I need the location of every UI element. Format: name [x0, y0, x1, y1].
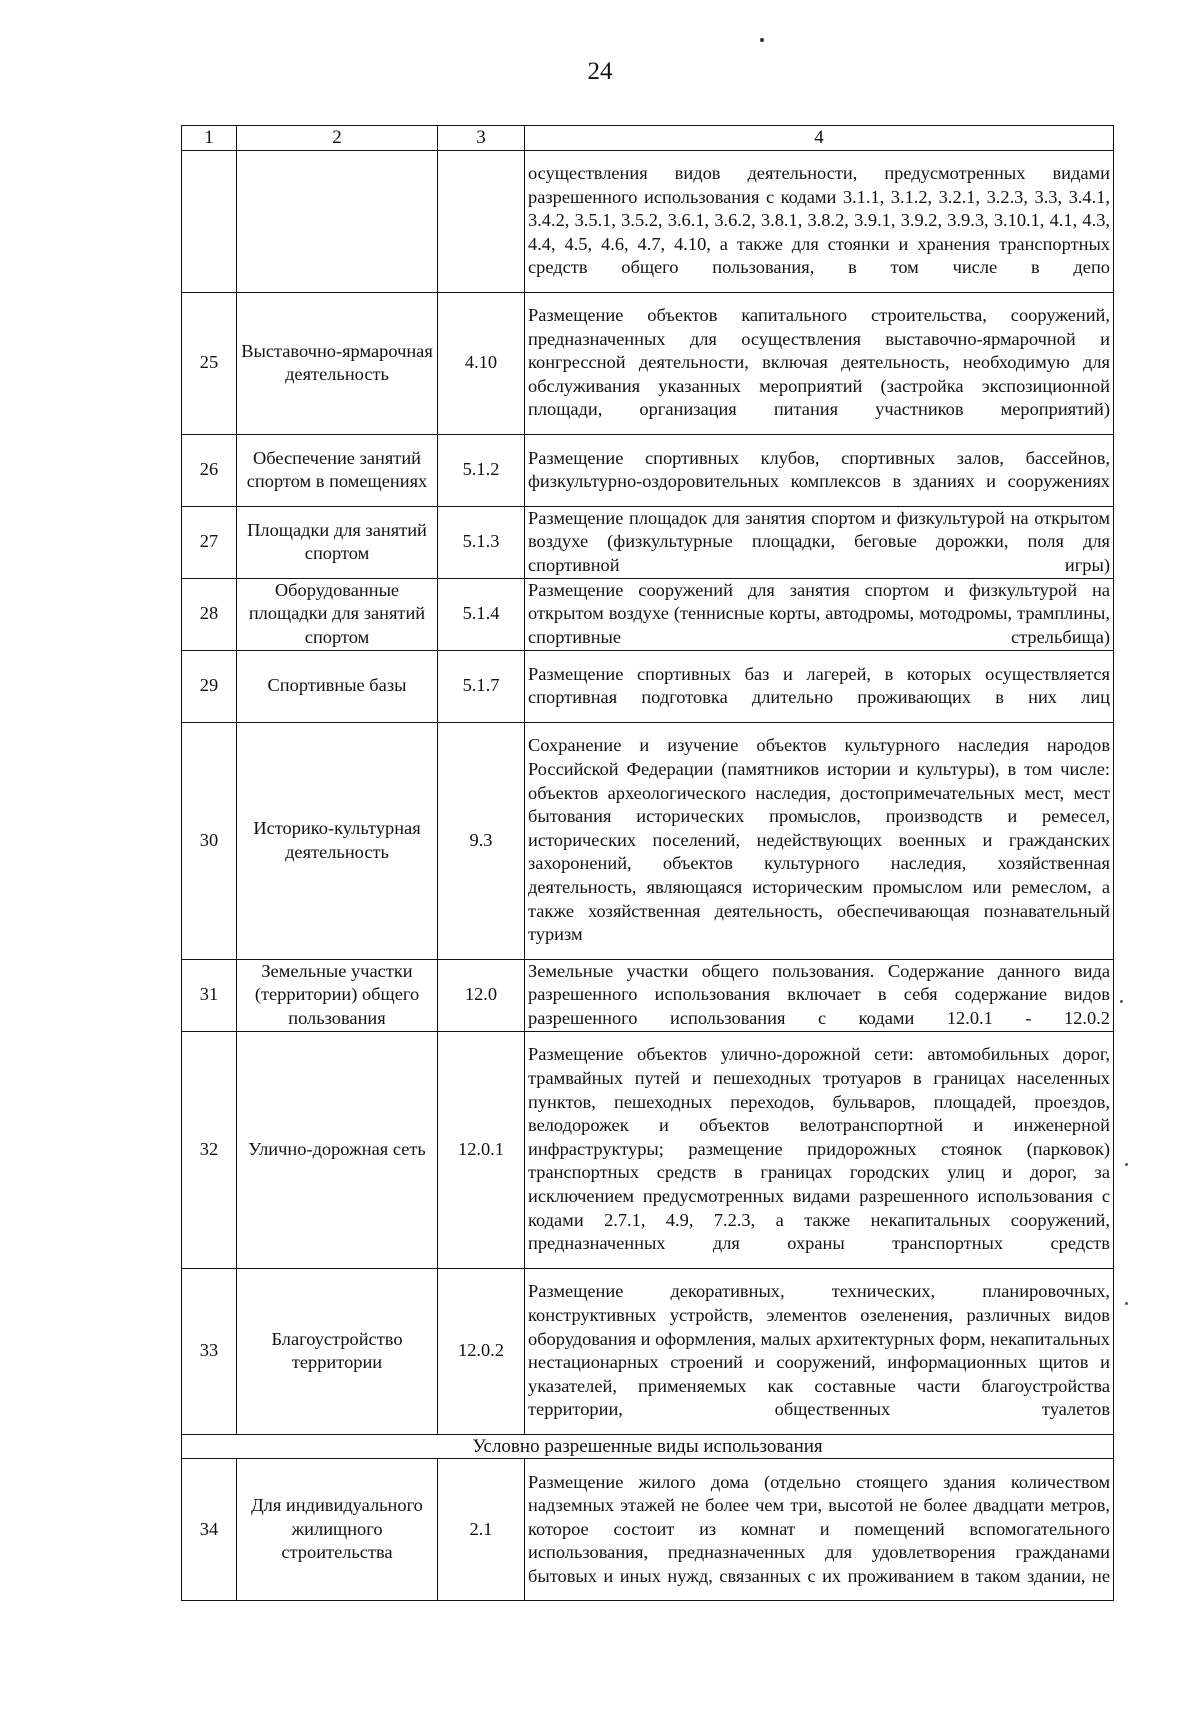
header-col-4: 4 — [525, 126, 1114, 151]
header-col-1: 1 — [182, 126, 237, 151]
use-code: 2.1 — [438, 1459, 525, 1601]
use-name: Выставочно-ярмарочная деятельность — [237, 292, 438, 434]
use-description: Размещение сооружений для занятия спортом и физкультурой на открытом воздухе (теннисные корты, автодромы, мотодромы, трамплины, спортивные стрельбища) — [525, 578, 1114, 650]
use-name: Благоустройство территории — [237, 1268, 438, 1434]
use-name: Улично-дорожная сеть — [237, 1031, 438, 1268]
table-row — [182, 650, 1114, 722]
scan-speck — [1125, 1302, 1128, 1305]
use-description: Сохранение и изучение объектов культурного наследия народов Российской Федерации (памятников истории и культуры), в том числе: объектов археологического наследия, достопримечательных мест, мест бытования исторических промыслов, производств и ремесел, исторических поселений, недействующих военных и гражданских захоронений, объектов культурного наследия, хозяйственная деятельность, являющаяся историческим промыслом или ремеслом, а также хозяйственная деятельность, обеспечивающая познавательный туризм — [525, 722, 1114, 959]
row-number: 31 — [182, 959, 237, 1031]
table-row — [182, 506, 1114, 578]
use-description: Земельные участки общего пользования. Содержание данного вида разрешенного использования включает в себя содержание видов разрешенного использования с кодами 12.0.1 - 12.0.2 — [525, 959, 1114, 1031]
row-number: 28 — [182, 578, 237, 650]
land-use-table — [181, 125, 1114, 1601]
table-row — [182, 1268, 1114, 1434]
use-name — [237, 150, 438, 292]
use-description: Размещение площадок для занятия спортом и физкультурой на открытом воздухе (физкультурные площадки, беговые дорожки, поля для спортивной игры) — [525, 506, 1114, 578]
use-code: 12.0.1 — [438, 1031, 525, 1268]
use-code: 5.1.2 — [438, 434, 525, 506]
use-description: Размещение спортивных баз и лагерей, в которых осуществляется спортивная подготовка длительно проживающих в них лиц — [525, 650, 1114, 722]
use-code: 4.10 — [438, 292, 525, 434]
table-row — [182, 578, 1114, 650]
use-description: осуществления видов деятельности, предусмотренных видами разрешенного использования с кодами 3.1.1, 3.1.2, 3.2.1, 3.2.3, 3.3, 3.4.1, 3.4.2, 3.5.1, 3.5.2, 3.6.1, 3.6.2, 3.8.1, 3.8.2, 3.9.1, 3.9.2, 3.9.3, 3.10.1, 4.1, 4.3, 4.4, 4.5, 4.6, 4.7, 4.10, а также для стоянки и хранения транспортных средств общего пользования, в том числе в депо — [525, 150, 1114, 292]
row-number: 34 — [182, 1459, 237, 1601]
use-name: Спортивные базы — [237, 650, 438, 722]
row-number: 30 — [182, 722, 237, 959]
header-col-3: 3 — [438, 126, 525, 151]
table-row — [182, 1459, 1114, 1601]
use-name: Оборудованные площадки для занятий спортом — [237, 578, 438, 650]
section-row — [182, 1434, 1114, 1459]
table-row — [182, 722, 1114, 959]
scan-speck — [1120, 1000, 1123, 1003]
use-description: Размещение декоративных, технических, планировочных, конструктивных устройств, элементов озеленения, различных видов оборудования и оформления, малых архитектурных форм, некапитальных нестационарных строений и сооружений, информационных щитов и указателей, применяемых как составные части благоустройства территории, общественных туалетов — [525, 1268, 1114, 1434]
row-number: 27 — [182, 506, 237, 578]
use-name: Для индивидуального жилищного строительства — [237, 1459, 438, 1601]
use-code: 9.3 — [438, 722, 525, 959]
row-number: 29 — [182, 650, 237, 722]
row-number — [182, 150, 237, 292]
section-title: Условно разрешенные виды использования — [182, 1434, 1114, 1459]
row-number: 25 — [182, 292, 237, 434]
row-number: 32 — [182, 1031, 237, 1268]
scan-speck — [1125, 1163, 1128, 1166]
use-description: Размещение объектов капитального строительства, сооружений, предназначенных для осуществления выставочно-ярмарочной и конгрессной деятельности, включая деятельность, необходимую для обслуживания указанных мероприятий (застройка экспозиционной площади, организация питания участников мероприятий) — [525, 292, 1114, 434]
use-code — [438, 150, 525, 292]
use-code: 5.1.4 — [438, 578, 525, 650]
table-row — [182, 150, 1114, 292]
table-row — [182, 292, 1114, 434]
use-description: Размещение спортивных клубов, спортивных залов, бассейнов, физкультурно-оздоровительных комплексов в зданиях и сооружениях — [525, 434, 1114, 506]
use-code: 5.1.3 — [438, 506, 525, 578]
use-name: Площадки для занятий спортом — [237, 506, 438, 578]
table-row — [182, 434, 1114, 506]
table-row — [182, 959, 1114, 1031]
table-row — [182, 1031, 1114, 1268]
header-col-2: 2 — [237, 126, 438, 151]
use-name: Обеспечение занятий спортом в помещениях — [237, 434, 438, 506]
scan-mark — [760, 38, 764, 42]
page-number: 24 — [587, 58, 613, 85]
use-name: Земельные участки (территории) общего пользования — [237, 959, 438, 1031]
use-name: Историко-культурная деятельность — [237, 722, 438, 959]
use-code: 12.0 — [438, 959, 525, 1031]
use-description: Размещение объектов улично-дорожной сети: автомобильных дорог, трамвайных путей и пешеходных тротуаров в границах населенных пунктов, пешеходных переходов, бульваров, площадей, проездов, велодорожек и объектов велотранспортной и инженерной инфраструктуры; размещение придорожных стоянок (парковок) транспортных средств в границах городских улиц и дорог, за исключением предусмотренных видами разрешенного использования с кодами 2.7.1, 4.9, 7.2.3, а также некапитальных сооружений, предназначенных для охраны транспортных средств — [525, 1031, 1114, 1268]
header-row — [182, 126, 1114, 151]
use-code: 5.1.7 — [438, 650, 525, 722]
row-number: 26 — [182, 434, 237, 506]
use-description: Размещение жилого дома (отдельно стоящего здания количеством надземных этажей не более чем три, высотой не более двадцати метров, которое состоит из комнат и помещений вспомогательного использования, предназначенных для удовлетворения гражданами бытовых и иных нужд, связанных с их проживанием в таком здании, не — [525, 1459, 1114, 1601]
row-number: 33 — [182, 1268, 237, 1434]
use-code: 12.0.2 — [438, 1268, 525, 1434]
